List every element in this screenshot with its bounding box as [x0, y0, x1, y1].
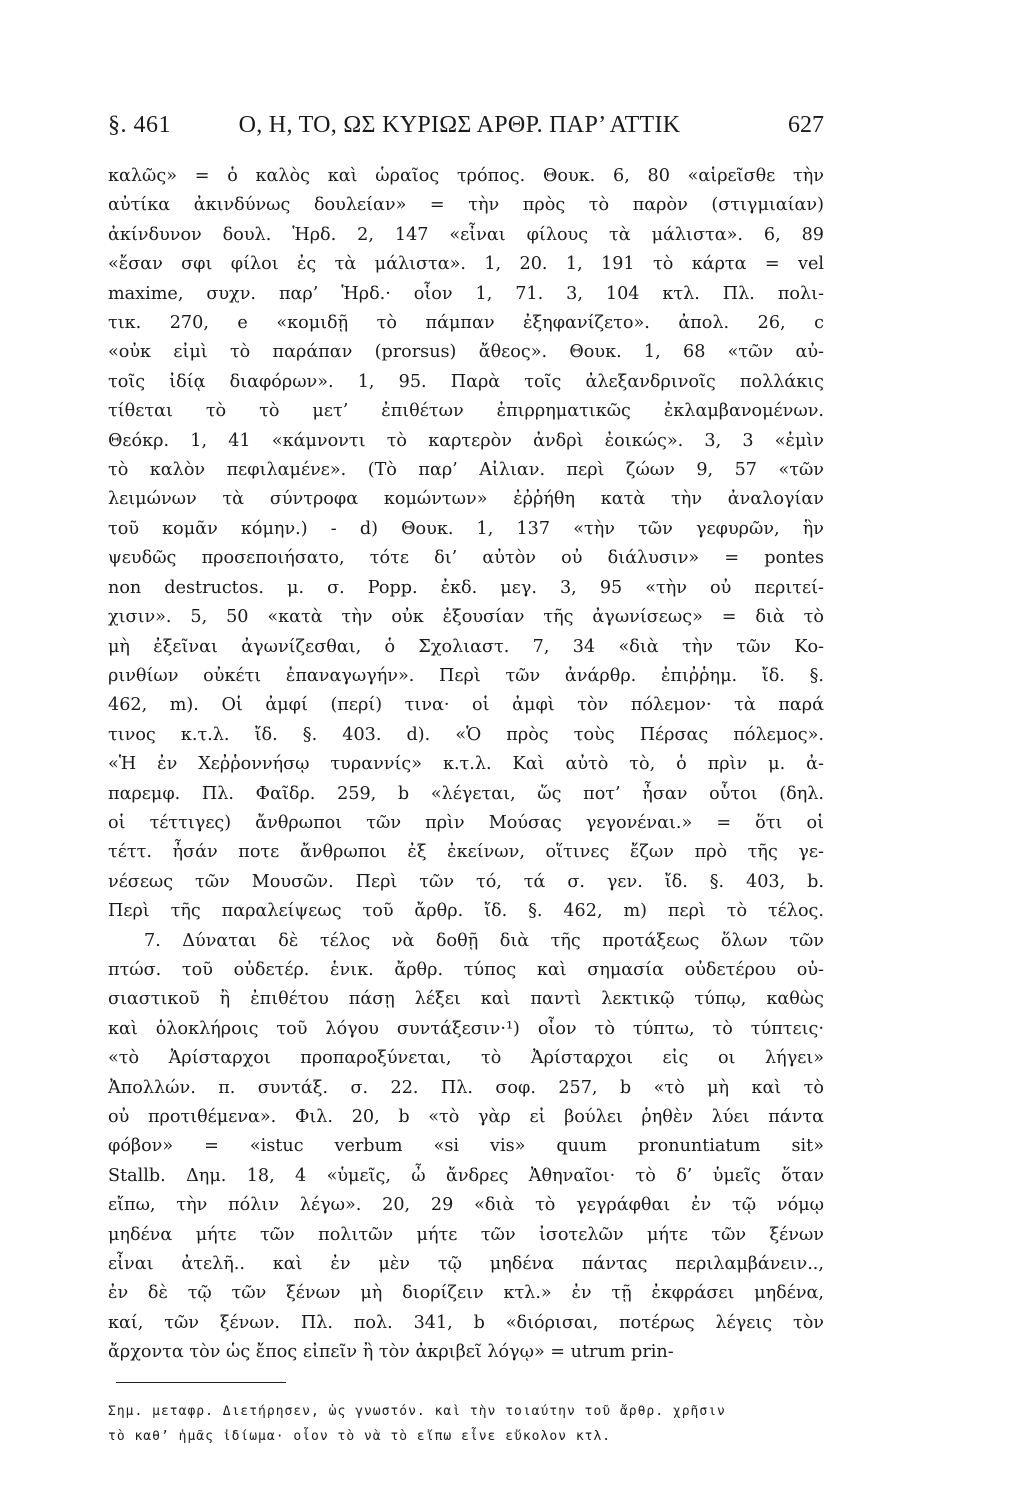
text-line: Περὶ τῆς παραλείψεως τοῦ ἄρθρ. ἴδ. §. 462, m) περὶ τὸ τέλος. — [108, 901, 824, 922]
section-number: §. 461 — [108, 112, 171, 138]
text-line: αὐτίκα ἀκινδύνως δουλείαν» = τὴν πρὸς τὸ παρὸν (στιγμιαίαν) — [108, 195, 824, 216]
text-line: «ἔσαν σφι φίλοι ἐς τὰ μάλιστα». 1, 20. 1, 191 τὸ κάρτα = vel — [108, 254, 824, 275]
text-line: λειμώνων τὰ σύντροφα κομώντων» ἐῤῥήθη κατὰ τὴν ἀναλογίαν — [108, 489, 824, 510]
footnote — [108, 1399, 824, 1449]
body-text — [108, 162, 824, 1368]
text-line: τοῖς ἰδίᾳ διαφόρων». 1, 95. Παρὰ τοῖς ἀλεξανδρινοῖς πολλάκις — [108, 371, 824, 392]
text-line: «Ἡ ἐν Χεῤῥοννήσῳ τυραννίς» κ.τ.λ. Καὶ αὐτὸ τὸ, ὁ πρὶν μ. ἀ- — [108, 754, 824, 775]
text-line: 462, m). Οἱ ἀμφί (περί) τινα· οἱ ἀμφὶ τὸν πόλεμον· τὰ παρά — [108, 695, 824, 716]
text-line: «οὐκ εἰμὶ τὸ παράπαν (prorsus) ἄθεος». Θουκ. 1, 68 «τῶν αὐ- — [108, 342, 824, 363]
text-line: καί, τῶν ξένων. Πλ. πολ. 341, b «διόρισαι, ποτέρως λέγεις τὸν — [108, 1312, 824, 1333]
text-line: non destructos. μ. σ. Popp. ἐκδ. μεγ. 3, 95 «τὴν οὐ περιτεί- — [108, 577, 824, 598]
text-line: τοῦ κομᾶν κόμην.) - d) Θουκ. 1, 137 «τὴν τῶν γεφυρῶν, ἣν — [108, 518, 824, 539]
text-line: Ἀπολλών. π. συντάξ. σ. 22. Πλ. σοφ. 257, b «τὸ μὴ καὶ τὸ — [108, 1077, 824, 1098]
text-line: ρινθίων οὐκέτι ἐπαναγωγήν». Περὶ τῶν ἀνάρθρ. ἐπιῤῥημ. ἴδ. §. — [108, 665, 824, 686]
footnote-line: τὸ καθ’ ἡμᾶς ἰδίωμα· οἷον τὸ νὰ τὸ εἴπω εἶνε εὔκολον κτλ. — [108, 1428, 612, 1444]
text-line: τίθεται τὸ τὸ μετ’ ἐπιθέτων ἐπιρρηματικῶς ἐκλαμβανομένων. — [108, 401, 824, 422]
text-line: πτώσ. τοῦ οὐδετέρ. ἑνικ. ἄρθρ. τύπος καὶ σημασία οὐδετέρου οὐ- — [108, 959, 824, 980]
text-line: ἄρχοντα τὸν ὡς ἔπος εἰπεῖν ἢ τὸν ἀκριβεῖ λόγῳ» = utrum prin- — [108, 1342, 674, 1363]
text-line: ἀκίνδυνον δουλ. Ἡρδ. 2, 147 «εἶναι φίλους τὰ μάλιστα». 6, 89 — [108, 224, 824, 245]
footnote-line: Σημ. μεταφρ. Διετήρησεν, ὡς γνωστόν. καὶ τὴν τοιαύτην τοῦ ἄρθρ. χρῆσιν — [108, 1403, 726, 1419]
text-line: παρεμφ. Πλ. Φαῖδρ. 259, b «λέγεται, ὥς ποτ’ ἦσαν οὗτοι (δηλ. — [108, 783, 824, 804]
text-line: τικ. 270, e «κομιδῇ τὸ πάμπαν ἐξηφανίζετο». ἀπολ. 26, c — [108, 313, 824, 334]
text-line: φόβον» = «istuc verbum «si vis» quum pronuntiatum sit» — [108, 1136, 824, 1157]
running-title: Ο, Η, ΤΟ, ΩΣ ΚΥΡΙΩΣ ΑΡΘΡ. ΠΑΡ’ ΑΤΤΙΚ — [238, 112, 681, 138]
text-line: ψευδῶς προσεποιήσατο, τότε δι’ αὐτὸν οὐ διάλυσιν» = pontes — [108, 548, 824, 569]
text-line: τὸ καλὸν πεφιλαμένε». (Τὸ παρ’ Αἰλιαν. περὶ ζώων 9, 57 «τῶν — [108, 460, 824, 481]
text-line: εἴπω, τὴν πόλιν λέγω». 20, 29 «διὰ τὸ γεγράφθαι ἐν τῷ νόμῳ — [108, 1195, 824, 1216]
text-line: νέσεως τῶν Μουσῶν. Περὶ τῶν τό, τά σ. γεν. ἴδ. §. 403, b. — [108, 871, 824, 892]
text-line: μηδένα μήτε τῶν πολιτῶν μήτε τῶν ἰσοτελῶν μήτε τῶν ξένων — [108, 1224, 824, 1245]
page-number: 627 — [788, 112, 824, 138]
text-line: καὶ ὁλοκλήροις τοῦ λόγου συντάξεσιν·¹) οἷον τὸ τύπτω, τὸ τύπτεις· — [108, 1018, 824, 1039]
text-line: εἶναι ἀτελῆ.. καὶ ἐν μὲν τῷ μηδένα πάντας περιλαμβάνειν.., — [108, 1254, 824, 1275]
text-line: τέττ. ἦσάν ποτε ἄνθρωποι ἐξ ἐκείνων, οἵτινες ἔζων πρὸ τῆς γε- — [108, 842, 824, 863]
text-line: Stallb. Δημ. 18, 4 «ὑμεῖς, ὦ ἄνδρες Ἀθηναῖοι· τὸ δ’ ὑμεῖς ὅταν — [108, 1165, 824, 1186]
book-page — [108, 112, 824, 1449]
running-head — [108, 112, 824, 152]
text-line: 7. Δύναται δὲ τέλος νὰ δοθῇ διὰ τῆς προτάξεως ὅλων τῶν — [144, 930, 824, 951]
text-line: οὐ προτιθέμενα». Φιλ. 20, b «τὸ γὰρ εἰ βούλει ῥηθὲν λύει πάντα — [108, 1107, 824, 1127]
text-line: καλῶς» = ὁ καλὸς καὶ ὡραῖος τρόπος. Θουκ. 6, 80 «αἱρεῖσθε τὴν — [108, 166, 824, 186]
text-line: «τὸ Ἀρίσταρχοι προπαροξύνεται, τὸ Ἀρίσταρχοι εἰς οι λήγει» — [108, 1048, 824, 1069]
text-line: Θεόκρ. 1, 41 «κάμνοντι τὸ καρτερὸν ἀνδρὶ ἐοικώς». 3, 3 «ἐμὶν — [108, 430, 824, 451]
text-line: σιαστικοῦ ἢ ἐπιθέτου πάσῃ λέξει καὶ παντὶ λεκτικῷ τύπῳ, καθὼς — [108, 989, 824, 1010]
footnote-rule — [116, 1382, 286, 1383]
text-line: ἐν δὲ τῷ τῶν ξένων μὴ διορίζειν κτλ.» ἐν τῇ ἐκφράσει μηδένα, — [108, 1283, 824, 1304]
text-line: χισιν». 5, 50 «κατὰ τὴν οὐκ ἐξουσίαν τῆς ἀγωνίσεως» = διὰ τὸ — [108, 607, 824, 628]
text-line: οἱ τέττιγες) ἄνθρωποι τῶν πρὶν Μούσας γεγονέναι.» = ὅτι οἱ — [108, 812, 824, 833]
text-line: maxime, συχν. παρ’ Ἡρδ.· οἷον 1, 71. 3, 104 κτλ. Πλ. πολι- — [108, 283, 824, 304]
text-line: τινος κ.τ.λ. ἴδ. §. 403. d). «Ὁ πρὸς τοὺς Πέρσας πόλεμος». — [108, 724, 824, 745]
text-line: μὴ ἐξεῖναι ἀγωνίζεσθαι, ὁ Σχολιαστ. 7, 34 «διὰ τὴν τῶν Κο- — [108, 636, 824, 657]
